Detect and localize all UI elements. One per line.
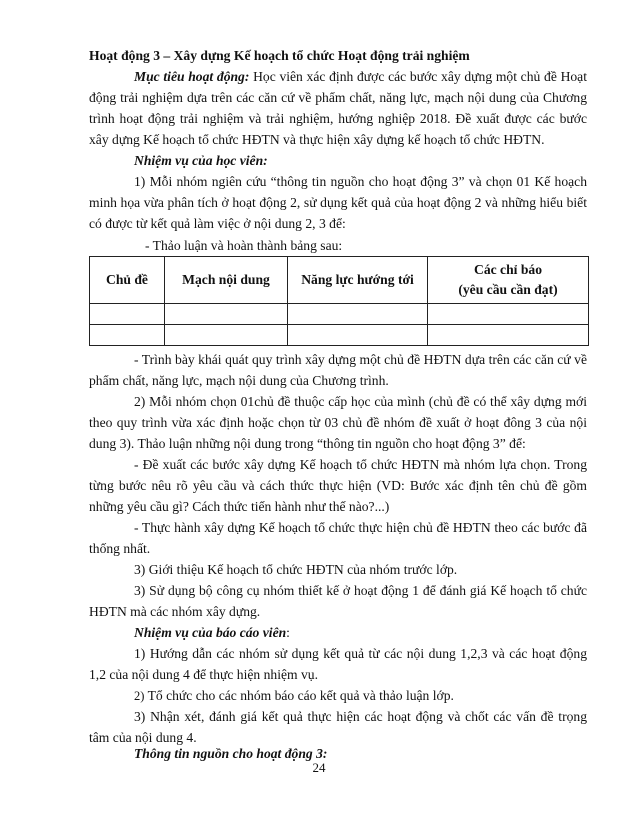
reporter-tasks-label-line (89, 622, 587, 643)
task-2-sub-2: - Thực hành xây dựng Kế hoạch tổ chức thực hiện chủ đề HĐTN theo các bước đã thống nhất. (89, 520, 587, 556)
student-tasks-label: Nhiệm vụ của học viên: (134, 153, 268, 168)
reporter-item-2-text: Tổ chức cho các nhóm báo cáo kết quả và thảo luận lớp. (144, 688, 454, 703)
table-cell (288, 325, 428, 346)
col-header-content-strand: Mạch nội dung (165, 257, 288, 304)
planning-table (89, 256, 589, 346)
reporter-tasks-label: Nhiệm vụ của báo cáo viên (134, 625, 287, 640)
task-1-sub-2: - Trình bày khái quát quy trình xây dựng một chủ đề HĐTN dựa trên các căn cứ về phẩm chất, năng lực, mạch nội dung của Chương trình. (89, 352, 587, 388)
table-header-row (90, 257, 589, 304)
objective-label: Mục tiêu hoạt động: (134, 69, 250, 84)
reporter-item-2-number: 2) (134, 689, 145, 703)
activity-heading: Hoạt động 3 – Xây dựng Kế hoạch tổ chức Hoạt động trải nghiệm (89, 48, 470, 63)
task-3b: 3) Sử dụng bộ công cụ nhóm thiết kế ở hoạt động 1 để đánh giá Kế hoạch tổ chức HĐTN mà các nhóm xây dựng. (89, 583, 587, 619)
table-cell (165, 325, 288, 346)
col-header-topic: Chủ đề (90, 257, 165, 304)
task-1-sub: - Thảo luận và hoàn thành bảng sau: (145, 238, 343, 253)
objective-paragraph (89, 66, 587, 150)
table-cell (90, 304, 165, 325)
table-row (90, 325, 589, 346)
reporter-tasks-colon: : (286, 625, 290, 640)
table-cell (428, 304, 589, 325)
table-cell (428, 325, 589, 346)
source-info-heading: Thông tin nguồn cho hoạt động 3: (134, 746, 328, 761)
indicators-label: Các chỉ báo (474, 262, 542, 277)
task-3: 3) Giới thiệu Kế hoạch tổ chức HĐTN của nhóm trước lớp. (134, 562, 458, 577)
objective-text: Học viên xác định được các bước xây dựng một chủ đề Hoạt động trải nghiệm dựa trên các căn cứ về phẩm chất, năng lực, mạch nội dung của Chương trình hoạt động trải nghiệm và trải nghiệm, hướng nghiệp 2018. Đề xuất được các bước xây dựng Kế hoạch tổ chức HĐTN và thực hiện xây dựng kế hoạch tổ chức HĐTN. (89, 69, 587, 147)
table-row (90, 304, 589, 325)
table-cell (288, 304, 428, 325)
indicators-sublabel: (yêu cầu cần đạt) (458, 282, 558, 297)
col-header-competency: Năng lực hướng tới (288, 257, 428, 304)
table-cell (165, 304, 288, 325)
col-header-indicators (428, 257, 589, 304)
task-2-sub-1: - Đề xuất các bước xây dựng Kế hoạch tổ chức HĐTN mà nhóm lựa chọn. Trong từng bước nêu rõ yêu cầu và cách thức thực hiện (VD: Bước xác định tên chủ đề gồm những yêu cầu gì? Cách thức tiến hành như thế nào?...) (89, 457, 587, 514)
task-1: 1) Mỗi nhóm ngiên cứu “thông tin nguồn cho hoạt động 3” và chọn 01 Kế hoạch minh họa vừa phân tích ở hoạt động 2, sử dụng kết quả của hoạt động 2 và những hiểu biết có được từ kết quả làm việc ở nội dung 2, 3 để: (89, 174, 587, 231)
page-number: 24 (312, 760, 326, 775)
task-2: 2) Mỗi nhóm chọn 01chủ đề thuộc cấp học của mình (chủ đề có thể xây dựng mới theo quy trình vừa xác định hoặc chọn từ 03 chủ đề nhóm đề xuất ở hoạt đông 3 của nội dung 3). Thảo luận những nội dung trong “thông tin nguồn cho hoạt động 3” để: (89, 394, 587, 451)
reporter-item-1: 1) Hướng dẫn các nhóm sử dụng kết quả từ các nội dung 1,2,3 và các hoạt động 1,2 của nội dung 4 để thực hiện nhiệm vụ. (89, 646, 587, 682)
reporter-item-3: 3) Nhận xét, đánh giá kết quả thực hiện các hoạt động và chốt các vấn đề trọng tâm của nội dung 4. (89, 709, 587, 745)
student-tasks-label-line (89, 150, 587, 171)
table-cell (90, 325, 165, 346)
reporter-item-2 (89, 685, 587, 707)
